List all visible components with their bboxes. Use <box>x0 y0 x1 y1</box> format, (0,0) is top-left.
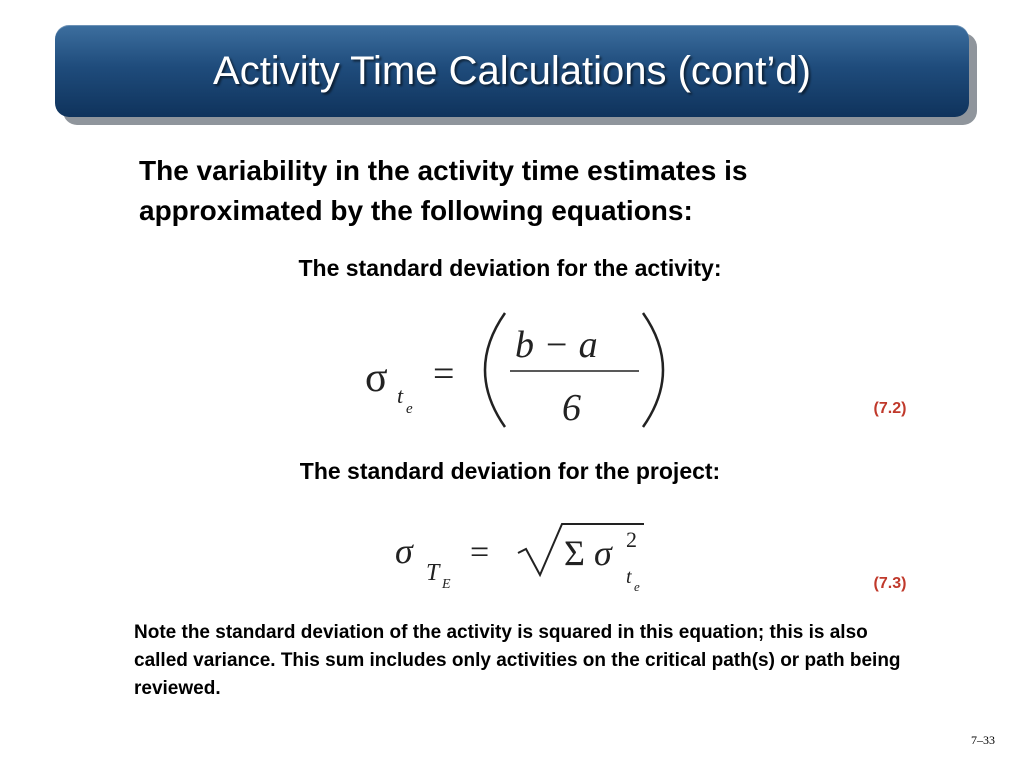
formula-2-inner-subscript: t <box>626 566 632 588</box>
formula-2-summation: Σ <box>564 533 585 573</box>
equation-number-7-3: (7.3) <box>873 575 907 592</box>
formula-2-inner-subsubscript: e <box>634 579 640 594</box>
project-std-dev-heading: The standard deviation for the project: <box>299 458 721 484</box>
formula-1-left-paren <box>485 313 505 427</box>
formula-2-equals: = <box>470 534 490 571</box>
variance-note: Note the standard deviation of the activity is squared in this equation; this is also called variance. This sum includes only activities on the critical path(s) or path being reviewed. <box>134 622 901 699</box>
formula-2-exponent: 2 <box>626 527 637 552</box>
formula-2-subsubscript: E <box>442 577 451 592</box>
slide-title: Activity Time Calculations (cont’d) <box>213 49 811 93</box>
activity-std-dev-formula <box>355 305 675 435</box>
formula-2-subscript: T <box>426 560 440 586</box>
formula-1-sigma: σ <box>365 355 388 401</box>
formula-2-sigma: σ <box>395 531 413 571</box>
formula-1-numerator: b − a <box>515 324 598 366</box>
formula-1-right-paren <box>643 313 663 427</box>
formula-1-subsubscript: e <box>406 401 413 417</box>
equation-number-7-2: (7.2) <box>873 400 907 417</box>
page-number: 7–33 <box>971 733 995 747</box>
formula-1-denominator: 6 <box>562 387 581 429</box>
title-bar <box>55 25 969 117</box>
activity-std-dev-heading: The standard deviation for the activity: <box>298 255 722 281</box>
project-std-dev-formula <box>390 515 660 600</box>
formula-1-subscript: t <box>397 383 404 408</box>
intro-text: The variability in the activity time estimates is approximated by the following equations: <box>139 155 748 226</box>
formula-2-inner-sigma: σ <box>594 533 612 573</box>
formula-1-equals: = <box>433 353 455 395</box>
